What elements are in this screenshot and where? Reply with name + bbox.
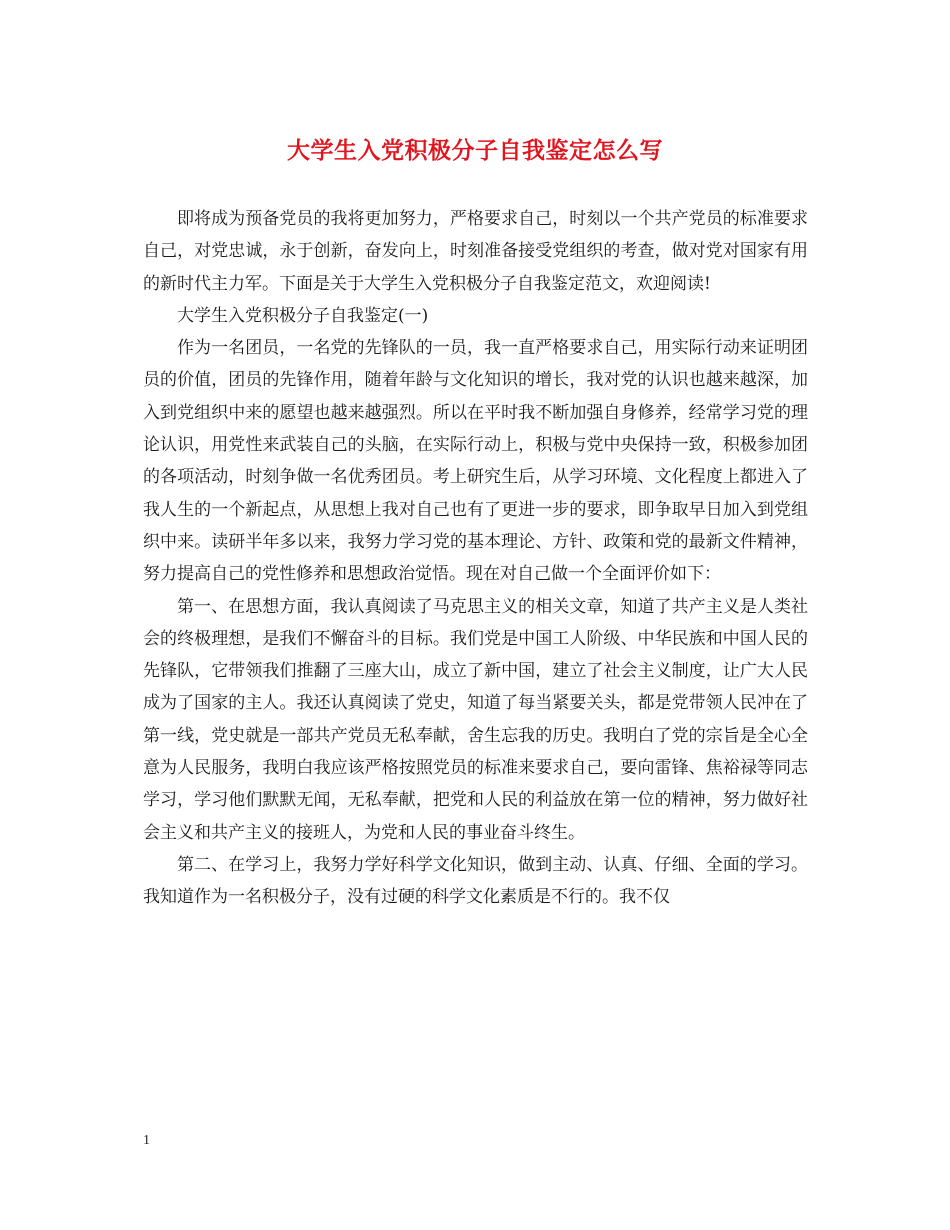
body-paragraph: 第二、在学习上，我努力学好科学文化知识，做到主动、认真、仔细、全面的学习。我知道作为一名积极分子，没有过硬的科学文化素质是不行的。我不仅: [143, 854, 808, 908]
section-heading: 大学生入党积极分子自我鉴定(一): [177, 305, 429, 326]
document-title: 大学生入党积极分子自我鉴定怎么写: [287, 137, 663, 164]
body-paragraph: 作为一名团员，一名党的先锋队的一员，我一直严格要求自己，用实际行动来证明团员的价值，团员的先锋作用，随着年龄与文化知识的增长，我对党的认识也越来越深，加入到党组织中来的愿望也越来越强烈。所以在平时我不断加强自身修养，经常学习党的理论认识，用党性来武装自己的头脑，在实际行动上，积极与党中央保持一致，积极参加团的各项活动，时刻争做一名优秀团员。考上研究生后，从学习环境、文化程度上都进入了我人生的一个新起点，从思想上我对自己也有了更进一步的要求，即争取早日加入到党组织中来。读研半年多以来，我努力学习党的基本理论、方针、政策和党的最新文件精神，努力提高自己的党性修养和思想政治觉悟。现在对自己做一个全面评价如下：: [143, 338, 808, 585]
document-body: [143, 203, 808, 914]
page-number: 1: [143, 1133, 150, 1148]
intro-paragraph: 即将成为预备党员的我将更加努力，严格要求自己，时刻以一个共产党员的标准要求自己，对党忠诚，永于创新，奋发向上，时刻准备接受党组织的考查，做对党对国家有用的新时代主力军。下面是关于大学生入党积极分子自我鉴定范文，欢迎阅读!: [143, 209, 808, 294]
body-paragraph: 第一、在思想方面，我认真阅读了马克思主义的相关文章，知道了共产主义是人类社会的终极理想，是我们不懈奋斗的目标。我们党是中国工人阶级、中华民族和中国人民的先锋队，它带领我们推翻了三座大山，成立了新中国，建立了社会主义制度，让广大人民成为了国家的主人。我还认真阅读了党史，知道了每当紧要关头，都是党带领人民冲在了第一线，党史就是一部共产党员无私奉献，舍生忘我的历史。我明白了党的宗旨是全心全意为人民服务，我明白我应该严格按照党员的标准来要求自己，要向雷锋、焦裕禄等同志学习，学习他们默默无闻，无私奉献，把党和人民的利益放在第一位的精神，努力做好社会主义和共产主义的接班人，为党和人民的事业奋斗终生。: [143, 596, 808, 843]
